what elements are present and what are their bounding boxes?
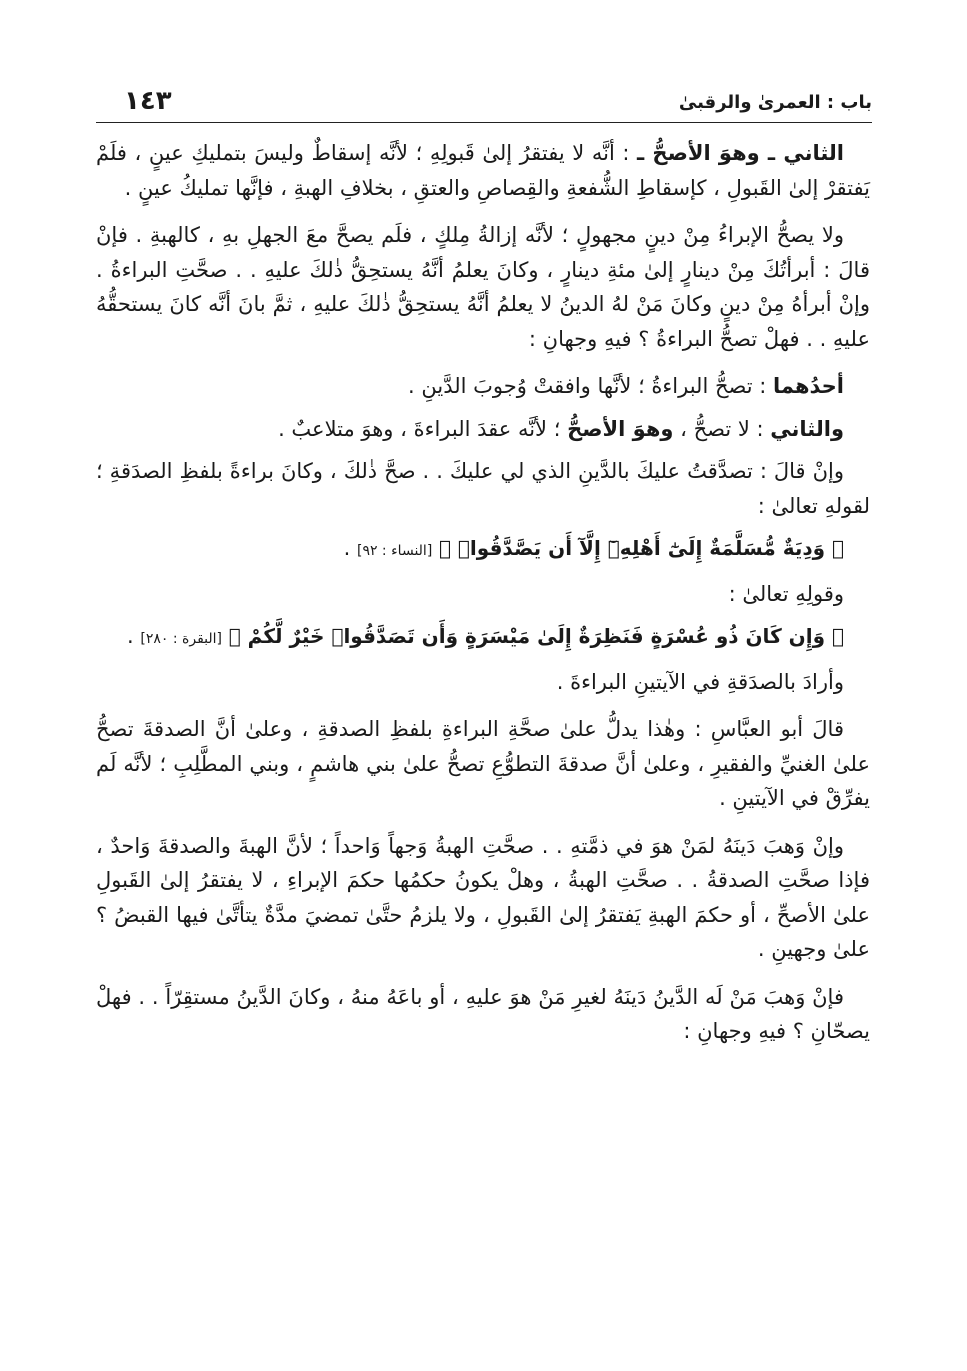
paragraph-unknown-debt <box>96 218 870 356</box>
page-number: ١٤٣ <box>124 86 172 116</box>
page-body <box>96 136 870 1062</box>
paragraph-text: وإنْ قالَ : تصدَّقتُ عليكَ بالدَّينِ الذي لي عليكَ . . صحَّ ذٰلكَ ، وكانَ براءةً بلفظِ الصدَقةِ ؛ لقولهِ تعالىٰ : <box>96 459 870 518</box>
paragraph-text: : أنَّه لا يفتقرُ إلىٰ قَبولِهِ ؛ لأنَّه إسقاطٌ وليسَ بتمليكِ عينٍ ، فلَمْ يَفتقرْ إلىٰ القَبولِ ، كإسقاطِ الشُّفعةِ والقِصاصِ والعتقِ ، بخلافِ الهبةِ ، فإنَّها تمليكُ عينٍ . <box>96 141 870 200</box>
paragraph-text: فإنْ وَهبَ مَنْ لَه الدَّينُ دَينَهُ لغيرِ مَنْ هوَ عليهِ ، أو باعَهُ منهُ ، وكانَ الدَّينُ مستقِرّاً . . فهلْ يصحّانِ ؟ فيهِ وجهانِ : <box>96 984 870 1043</box>
paragraph-first-view <box>96 369 870 404</box>
page-header <box>96 86 872 122</box>
verse-tail: . <box>127 624 141 648</box>
paragraph-lead: الثاني ـ وهوَ الأصحُّ ـ <box>637 141 844 165</box>
paragraph-lead: والثاني <box>770 416 844 441</box>
paragraph-second-opinion <box>96 136 870 205</box>
paragraph-charity-statement <box>96 454 870 523</box>
quran-verse-baqara <box>96 619 870 657</box>
paragraph-text: قالَ أبو العبَّاسِ : وهٰذا يدلُّ علىٰ صحَّةِ البراءةِ بلفظِ الصدقةِ ، وعلىٰ أنَّ الصدقةَ تصحُّ علىٰ الغنيِّ والفقيرِ ، وعلىٰ أنَّ صدقةَ التطوُّعِ تصحُّ علىٰ بني هاشمٍ ، وبني المطَّلِبِ ؛ لأنَّه لَم يفرِّقْ في الآيتينِ . <box>96 717 870 810</box>
quran-verse-text: ﴿ وَإِن كَانَ ذُو عُسْرَةٍ فَنَظِرَةٌ إِلَىٰ مَيْسَرَةٍ وَأَن تَصَدَّقُوا۟ خَيْرٌ لَّكُمْ ﴾ <box>228 624 844 648</box>
paragraph-text: وأرادَ بالصدَقةِ في الآيتينِ البراءةَ . <box>556 669 844 694</box>
header-divider <box>96 122 872 123</box>
paragraph-text-secondary: ؛ لأنَّه عقدَ البراءةَ ، وهوَ متلاعبٌ . <box>278 416 568 441</box>
paragraph-text: وإنْ وَهبَ دَينَهُ لمَنْ هوَ في ذمَّتهِ . . صحَّتِ الهبةُ وَجهاً وَاحداً ؛ لأنَّ الهبةَ والصدقةَ وَاحدٌ ، فإذا صحَّتِ الصدقةُ . . صحَّتِ الهبةُ ، وهلْ يكونُ حكمُها حكمَ الإبراءِ ، لا يفتقرُ إلىٰ القَبولِ علىٰ الأصحِّ ، أو حكمَ الهبةِ يَفتقرُ إلىٰ القَبولِ ، ولا يلزمُ حتَّىٰ تمضيَ مدَّةٌ يتأتَّىٰ فيها القبضُ ؟ علىٰ وجهينِ . <box>96 833 870 961</box>
paragraph-gifting-debt <box>96 829 870 967</box>
chapter-running-title: باب : العمرىٰ والرقبىٰ <box>678 92 872 113</box>
paragraph-lead: أحدُهما <box>773 374 844 398</box>
paragraph-second-view <box>96 412 870 447</box>
quran-verse-nisa <box>96 531 870 569</box>
paragraph-text: ولا يصحُّ الإبراءُ مِنْ دينٍ مجهولٍ ؛ لأنَّه إزالةُ مِلكٍ ، فلَم يصحَّ معَ الجهلِ بهِ ، كالهبةِ . فإنْ قالَ : أبرأتُكَ مِنْ دينارٍ إلىٰ مئةِ دينارٍ ، وكانَ يعلمُ أنَّهُ يستحِقُّ ذٰلكَ عليهِ . . صحَّتِ البراءةُ . وإنْ أبرأهُ مِنْ دينٍ وكانَ مَنْ لهُ الدينُ لا يعلمُ أنَّهُ يستحِقُّ ذٰلكَ عليهِ ، ثمَّ بانَ أنَّه كانَ يستحقُّهُ عليهِ . . فهلْ تصحُّ البراءةُ ؟ فيهِ وجهانِ : <box>96 223 870 351</box>
paragraph-meaning-of-charity <box>96 665 870 700</box>
paragraph-abu-al-abbas <box>96 712 870 816</box>
verse-reference: [البقرة : ٢٨٠] <box>140 631 223 647</box>
paragraph-text: : تصحُّ البراءةُ ؛ لأنَّها وافقتْ وُجوبَ الدَّينِ . <box>408 374 773 398</box>
paragraph-text: : لا تصحُّ ، <box>673 416 771 441</box>
verse-tail: . <box>343 536 357 560</box>
paragraph-and-his-saying <box>96 577 870 612</box>
verse-reference: [النساء : ٩٢] <box>356 543 433 559</box>
paragraph-text: وقولِهِ تعالىٰ : <box>728 581 844 606</box>
quran-verse-text: ﴿ وَدِيَةٌ مُّسَلَّمَةٌ إِلَىٰٓ أَهْلِهِۦٓ إِلَّآ أَن يَصَّدَّقُوا۟ ﴾ <box>438 536 844 560</box>
paragraph-gifting-to-other <box>96 980 870 1049</box>
paragraph-lead-secondary: وهوَ الأصحُّ <box>567 416 674 441</box>
